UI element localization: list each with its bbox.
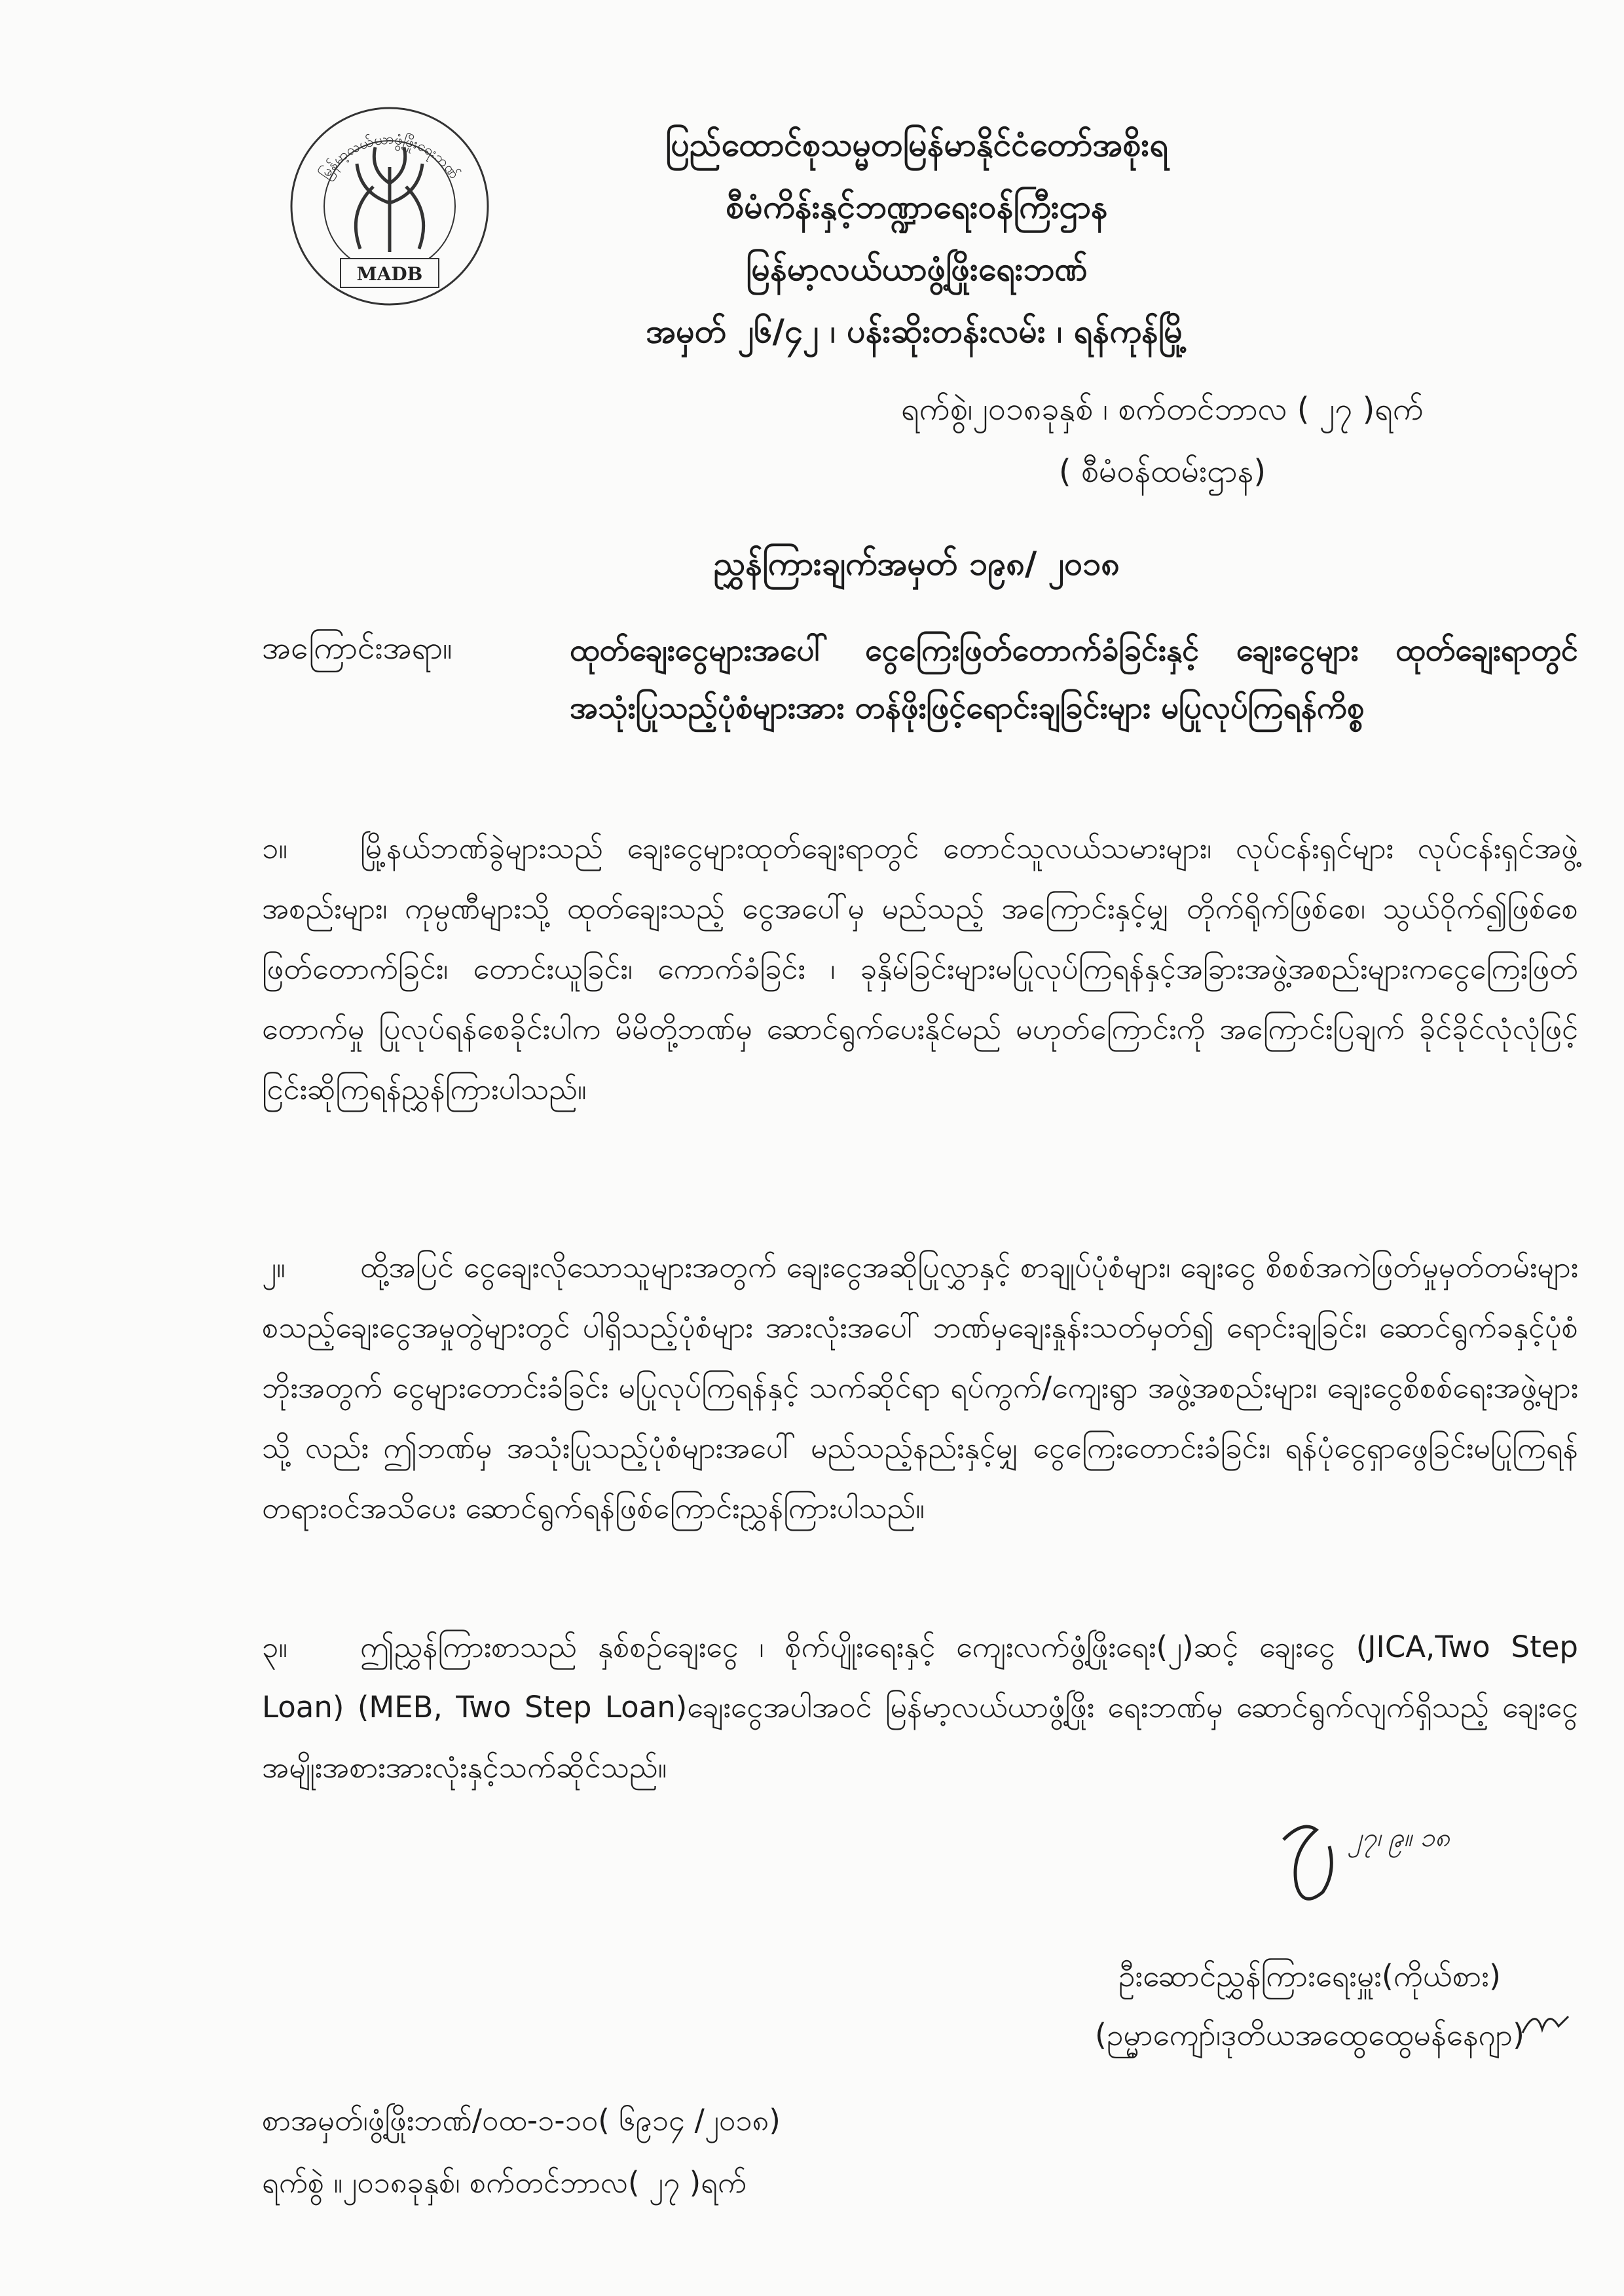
seal-acronym: MADB (356, 263, 423, 285)
department-name: ( စီမံဝန်ထမ်းဌာန) (1058, 453, 1266, 490)
paragraph-1 (262, 818, 1578, 1120)
paragraph-number: ၂။ (262, 1250, 286, 1285)
handwritten-signature (1264, 1794, 1572, 1918)
rice-stalk-icon (356, 147, 423, 252)
seal-arc-text: မြန်မာ့လယ်ယာဖွံ့ဖြိုးရေးဘဏ် (316, 131, 463, 182)
header-line-2: စီမံကိန်းနှင့်ဘဏ္ဍာရေးဝန်ကြီးဌာန (726, 188, 1108, 226)
paragraph-3 (262, 1617, 1578, 1798)
circular-number: ညွှန်ကြားချက်အမှတ် ၁၉၈/ ၂၀၁၈ (713, 545, 1120, 583)
subject-text: ထုတ်ချေးငွေများအပေါ် ငွေကြေးဖြတ်တောက်ခံခြင်းနှင့် ချေးငွေများ ထုတ်ချေးရာတွင် အသုံးပြုသည့်ပုံစံများအား တန်ဖိုးဖြင့်ရောင်းချခြင်းများ မပြုလုပ်ကြရန်ကိစ္စ (570, 632, 1578, 726)
paragraph-text: မြို့နယ်ဘဏ်ခွဲများသည် ချေးငွေများထုတ်ချေးရာတွင် တောင်သူလယ်သမားများ၊ လုပ်ငန်းရှင်များ လုပ်ငန်းရှင်အဖွဲ့အစည်းများ၊ ကုမ္ပဏီများသို့ ထုတ်ချေးသည့် ငွေအပေါ်မှ မည်သည့် အကြောင်းနှင့်မျှ တိုက်ရိုက်ဖြစ်စေ၊ သွယ်ဝိုက်၍ဖြစ်စေ ဖြတ်တောက်ခြင်း၊ တောင်းယူခြင်း၊ ကောက်ခံခြင်း ၊ ခုနှိမ်ခြင်းများမပြုလုပ်ကြရန်နှင့်အခြားအဖွဲ့အစည်းများကငွေကြေးဖြတ်တောက်မှု ပြုလုပ်ရန်စေခိုင်းပါက မိမိတို့ဘဏ်မှ ဆောင်ရွက်ပေးနိုင်မည် မဟုတ်ကြောင်းကို အကြောင်းပြချက် ခိုင်ခိုင်လုံလုံဖြင့် ငြင်းဆိုကြရန်ညွှန်ကြားပါသည်။ (262, 831, 1578, 1106)
header-address: အမှတ် ၂၆/၄၂ ၊ ပန်းဆိုးတန်းလမ်း ၊ ရန်ကုန်မြို့ (646, 312, 1188, 350)
signature-date: ၂၇၊ ၉။ ၁၈ (1349, 1823, 1450, 1853)
signer-title: ဦးဆောင်ညွှန်ကြားရေးမှူး(ကိုယ်စား) (1118, 1958, 1501, 1994)
subject-label: အကြောင်းအရာ။ (262, 630, 452, 666)
paragraph-text: ဤညွှန်ကြားစာသည် နှစ်စဉ်ချေးငွေ ၊ စိုက်ပျိုးရေးနှင့် ကျေးလက်ဖွံ့ဖြိုးရေး(၂)ဆင့် ချေးငွေ (JICA,Two Step Loan) (MEB, Two Step Loan)ချေးငွေအပါအဝင် မြန်မာ့လယ်ယာဖွံ့ဖြိုး ရေးဘဏ်မှ ဆောင်ရွက်လျက်ရှိသည့် ချေးငွေအမျိုးအစားအားလုံးနှင့်သက်ဆိုင်သည်။ (262, 1630, 1578, 1785)
footer-date: ရက်စွဲ ။၂၀၁၈ခုနှစ်၊ စက်တင်ဘာလ( ၂၇ )ရက် (262, 2165, 747, 2200)
paragraph-number: ၃။ (262, 1630, 287, 1664)
paragraph-2 (262, 1237, 1578, 1539)
header-line-3: မြန်မာ့လယ်ယာဖွံ့ဖြိုးရေးဘဏ် (746, 250, 1088, 288)
header-line-1: ပြည်ထောင်စုသမ္မတမြန်မာနိုင်ငံတော်အစိုးရ (665, 126, 1168, 164)
initials-mark (1519, 2003, 1572, 2043)
paragraph-text: ထို့အပြင် ငွေချေးလိုသောသူများအတွက် ချေးငွေအဆိုပြုလွှာနှင့် စာချုပ်ပုံစံများ၊ ချေးငွေ စိစစ်အကဲဖြတ်မှုမှတ်တမ်းများ စသည့်ချေးငွေအမှုတွဲများတွင် ပါရှိသည့်ပုံစံများ အားလုံးအပေါ် ဘဏ်မှချေးနှုန်းသတ်မှတ်၍ ရောင်းချခြင်း၊ ဆောင်ရွက်ခနှင့်ပုံစံဘိုးအတွက် ငွေများတောင်းခံခြင်း မပြုလုပ်ကြရန်နှင့် သက်ဆိုင်ရာ ရပ်ကွက်/ကျေးရွာ အဖွဲ့အစည်းများ၊ ချေးငွေစိစစ်ရေးအဖွဲ့များသို့ လည်း ဤဘဏ်မှ အသုံးပြုသည့်ပုံစံများအပေါ် မည်သည့်နည်းနှင့်မျှ ငွေကြေးတောင်းခံခြင်း၊ ရန်ပုံငွေရှာဖွေခြင်းမပြုကြရန် တရားဝင်အသိပေး ဆောင်ရွက်ရန်ဖြစ်ကြောင်းညွှန်ကြားပါသည်။ (262, 1250, 1578, 1525)
signer-name: (ဉမ္မာကျော်၊ဒုတိယအထွေထွေမန်နေဂျာ) (1095, 2017, 1524, 2052)
document-date: ရက်စွဲ၊၂၀၁၈ခုနှစ် ၊ စက်တင်ဘာလ ( ၂၇ )ရက် (901, 391, 1424, 428)
paragraph-number: ၁။ (262, 831, 287, 866)
reference-number: စာအမှတ်၊ဖွံ့ဖြိုးဘဏ်/၀ထ-၁-၁၀( ၆၉၁၄ /၂၀၁၈) (262, 2103, 781, 2138)
